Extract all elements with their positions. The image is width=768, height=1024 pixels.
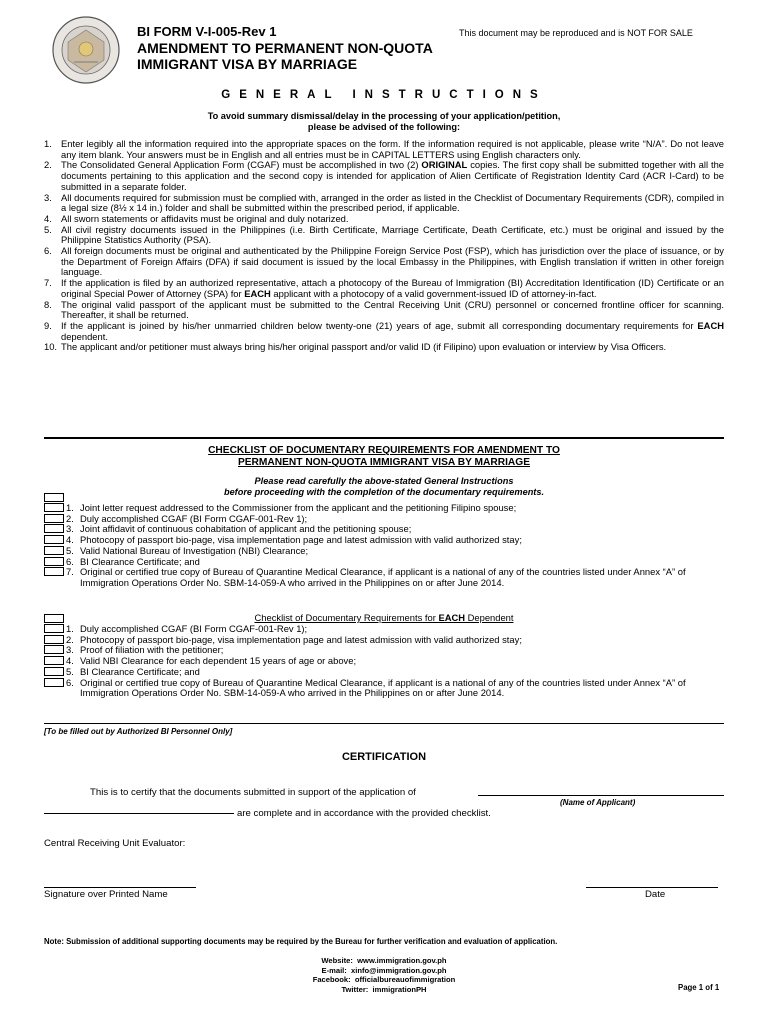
certification-line-2: are complete and in accordance with the provided checklist. — [237, 808, 491, 819]
checkbox[interactable] — [44, 614, 64, 623]
form-title-line-2: IMMIGRANT VISA BY MARRIAGE — [137, 56, 358, 72]
checklist-heading-line-1: CHECKLIST OF DOCUMENTARY REQUIREMENTS FOR AMENDMENT TO — [208, 445, 560, 456]
dep-heading-post: Dependent — [465, 612, 514, 623]
checklist-item-text: Valid NBI Clearance for each dependent 15 years of age or above; — [80, 655, 357, 667]
checklist-item-text: Joint affidavit of continuous cohabitation of applicant and the petitioning spouse; — [80, 523, 412, 535]
checklist-item-number: 6. — [66, 555, 74, 567]
checklist-subheading-line-2: before proceeding with the completion of the documentary requirements. — [223, 486, 545, 497]
checklist-heading-line-2: PERMANENT NON-QUOTA IMMIGRANT VISA BY MARRIAGE — [237, 457, 531, 468]
checklist-item-number: 2. — [66, 633, 74, 645]
twitter-text: Twitter: immigrationPH — [341, 984, 427, 994]
checklist-item-number: 5. — [66, 544, 74, 556]
instruction-number: 2. — [44, 159, 52, 171]
instructions-lead — [0, 111, 768, 132]
instruction-number: 5. — [44, 223, 52, 235]
checklist-subheading-line-1: Please read carefully the above-stated General Instructions — [254, 476, 514, 486]
general-instructions-list — [44, 139, 724, 353]
checklist-item-number: 4. — [66, 655, 74, 667]
page-number: Page 1 of 1 — [678, 983, 720, 992]
contact-info — [0, 956, 768, 994]
instruction-emphasis: EACH — [244, 287, 271, 299]
website-text: Website: www.immigration.gov.ph — [321, 956, 447, 965]
certification-divider — [44, 723, 724, 724]
instruction-item — [44, 246, 724, 278]
reproduction-note: This document may be reproduced and is NOT FOR SALE — [459, 28, 693, 38]
applicant-name-caption: (Name of Applicant) — [560, 798, 636, 807]
form-title-line-1: AMENDMENT TO PERMANENT NON-QUOTA — [137, 40, 433, 56]
facebook-text: Facebook: officialbureauofimmigration — [312, 975, 456, 984]
form-number: BI FORM V-I-005-Rev 1 — [137, 24, 277, 39]
checklist-item-text: Original or certified true copy of Bureau of Quarantine Medical Clearance, if applicant is a national of any of the countries listed under Annex “A” of Immigration Operations Order No. SBM-14-059-A who arrived in the Philippines on or after June 2014. — [80, 566, 686, 588]
email-text: E-mail: xinfo@immigration.gov.ph — [321, 965, 447, 975]
checkbox[interactable] — [44, 493, 64, 502]
checklist-item-text: Original or certified true copy of Bureau of Quarantine Medical Clearance, if applicant is a national of any of the countries listed under Annex “A” of Immigration Operations Order No. SBM-14-059-A who arrived in the Philippines on or after June 2014. — [80, 676, 686, 699]
instruction-number: 7. — [44, 277, 52, 289]
signature-field[interactable] — [44, 879, 196, 888]
instruction-text: The applicant and/or petitioner must always bring his/her original passport and/or valid ID (if Filipino) upon evaluation or interview by Visa Officers. — [61, 341, 667, 353]
checklist-item-text: Joint letter request addressed to the Commissioner from the applicant and the petitioning Filipino spouse; — [80, 502, 517, 513]
instruction-item — [44, 193, 724, 214]
applicant-name-field[interactable] — [478, 786, 724, 796]
checklist-item-number: 3. — [66, 523, 74, 535]
instruction-text-end: copies. The first copy shall be submitted together with all the documents pertaining to this application and the second copy is intended for application of Alien Certificate of Registration Identity Card (ACR I-Card) to be submitted in a separate folder. — [61, 159, 724, 192]
certification-line-1: This is to certify that the documents submitted in support of the application of — [90, 787, 416, 798]
instruction-item — [44, 225, 724, 246]
evaluator-label: Central Receiving Unit Evaluator: — [44, 838, 186, 849]
applicant-name-field-continued[interactable] — [44, 804, 234, 814]
checklist-item-number: 6. — [66, 676, 74, 688]
checklist-item-text: BI Clearance Certificate; and — [80, 665, 200, 677]
checklist-subheading — [0, 476, 768, 497]
general-instructions-heading: GENERAL INSTRUCTIONS — [221, 89, 547, 101]
instruction-item — [44, 342, 724, 353]
signature-caption: Signature over Printed Name — [44, 889, 168, 900]
checklist-item-text: Valid National Bureau of Investigation (NBI) Clearance; — [80, 544, 309, 556]
instruction-text: The Consolidated General Application Form (CGAF) must be accomplished in two (2) — [61, 159, 422, 171]
applicant-checklist — [44, 503, 724, 589]
dep-heading-bold: EACH — [438, 612, 466, 623]
instruction-number: 3. — [44, 191, 52, 203]
checklist-heading — [0, 445, 768, 469]
instruction-text: All foreign documents must be original and authenticated by the Philippine Foreign Service Post (FSP), which has jurisdiction over the place of issuance, or by the Department of Foreign Affairs (DFA) if said document is issued by the local Embassy in the Philippines, with English translation if written in other foreign language. — [61, 245, 724, 278]
bureau-of-immigration-seal — [52, 16, 120, 84]
checklist-item-number: 5. — [66, 665, 74, 677]
instruction-item — [44, 160, 724, 192]
checklist-item-text: Proof of filiation with the petitioner; — [80, 644, 224, 656]
section-divider — [44, 437, 724, 439]
dependent-checklist — [44, 624, 724, 699]
instruction-text-end: dependent. — [61, 330, 108, 342]
instruction-emphasis: ORIGINAL — [421, 159, 468, 171]
instruction-emphasis: EACH — [697, 319, 724, 331]
checklist-item-text: BI Clearance Certificate; and — [80, 555, 200, 567]
footer-note: Note: Submission of additional supporting documents may be required by the Bureau for further verification and evaluation of application. — [44, 937, 558, 946]
instruction-number: 6. — [44, 245, 52, 257]
certification-title: CERTIFICATION — [341, 751, 427, 763]
instruction-text: If the application is filed by an authorized representative, attach a photocopy of the Bureau of Immigration (BI) Accreditation Identification (ID) Certificate or an original Special Power of Attorney (SPA) for — [61, 277, 724, 299]
checklist-item-number: 4. — [66, 534, 74, 546]
instruction-text: All civil registry documents issued in the Philippines (i.e. Birth Certificate, Marriage Certificate, Death Certificate, etc.) must be original and issued by the Philippine Statistics Authority (PSA). — [61, 223, 724, 246]
instruction-text: All documents required for submission must be complied with, arranged in the order as listed in the Checklist of Documentary Requirements (CDR), compiled in a legal size (8½ x 14 in.) folder and shall be submitted within the prescribed period, if applicable. — [61, 191, 724, 214]
instruction-number: 8. — [44, 298, 52, 310]
instruction-number: 1. — [44, 138, 52, 149]
lead-line-1: To avoid summary dismissal/delay in the processing of your application/petition, — [207, 111, 561, 121]
authorized-personnel-note: [To be filled out by Authorized BI Personnel Only] — [44, 727, 233, 736]
checklist-item-text: Photocopy of passport bio-page, visa implementation page and latest admission with valid authorized stay; — [80, 534, 522, 546]
instruction-text: If the applicant is joined by his/her unmarried children below twenty-one (21) years of age, submit all corresponding documentary requirements for — [61, 319, 698, 331]
checklist-item-number: 1. — [66, 623, 74, 634]
checklist-item-text: Photocopy of passport bio-page, visa implementation page and latest admission with valid authorized stay; — [80, 633, 522, 645]
instruction-text: The original valid passport of the applicant must be submitted to the Central Receiving Unit (CRU) personnel or concerned frontline officer for scanning. Thereafter, it shall be returned. — [61, 298, 724, 321]
checklist-item — [44, 678, 724, 699]
instruction-text: Enter legibly all the information required into the appropriate spaces on the form. If the information required is not applicable, please write “N/A”. Do not leave any item blank. Your answers must be in English and all entries must be in CAPITAL LETTERS using English characters only. — [61, 138, 724, 160]
instruction-text: All sworn statements or affidavits must be original and duly notarized. — [61, 212, 349, 224]
checklist-item-text: Duly accomplished CGAF (BI Form CGAF-001-Rev 1); — [80, 623, 308, 634]
checklist-item — [44, 567, 724, 588]
instruction-item — [44, 139, 724, 160]
date-field[interactable] — [586, 879, 718, 888]
lead-line-2: please be advised of the following: — [307, 121, 461, 132]
date-caption: Date — [645, 889, 666, 900]
instruction-item — [44, 300, 724, 321]
checklist-item-number: 3. — [66, 644, 74, 656]
instruction-number: 10. — [44, 341, 58, 353]
instruction-number: 9. — [44, 319, 52, 331]
instruction-item — [44, 321, 724, 342]
checklist-item-number: 1. — [66, 502, 74, 513]
instruction-number: 4. — [44, 212, 52, 224]
dep-heading-pre: Checklist of Documentary Requirements for — [254, 612, 439, 623]
checklist-item-text: Duly accomplished CGAF (BI Form CGAF-001-Rev 1); — [80, 512, 308, 524]
checklist-item-number: 2. — [66, 512, 74, 524]
instruction-item — [44, 278, 724, 299]
instruction-text-end: applicant with a photocopy of a valid government-issued ID of attorney-in-fact. — [270, 287, 597, 299]
checklist-item-number: 7. — [66, 566, 74, 578]
dependent-checklist-heading — [0, 612, 768, 623]
